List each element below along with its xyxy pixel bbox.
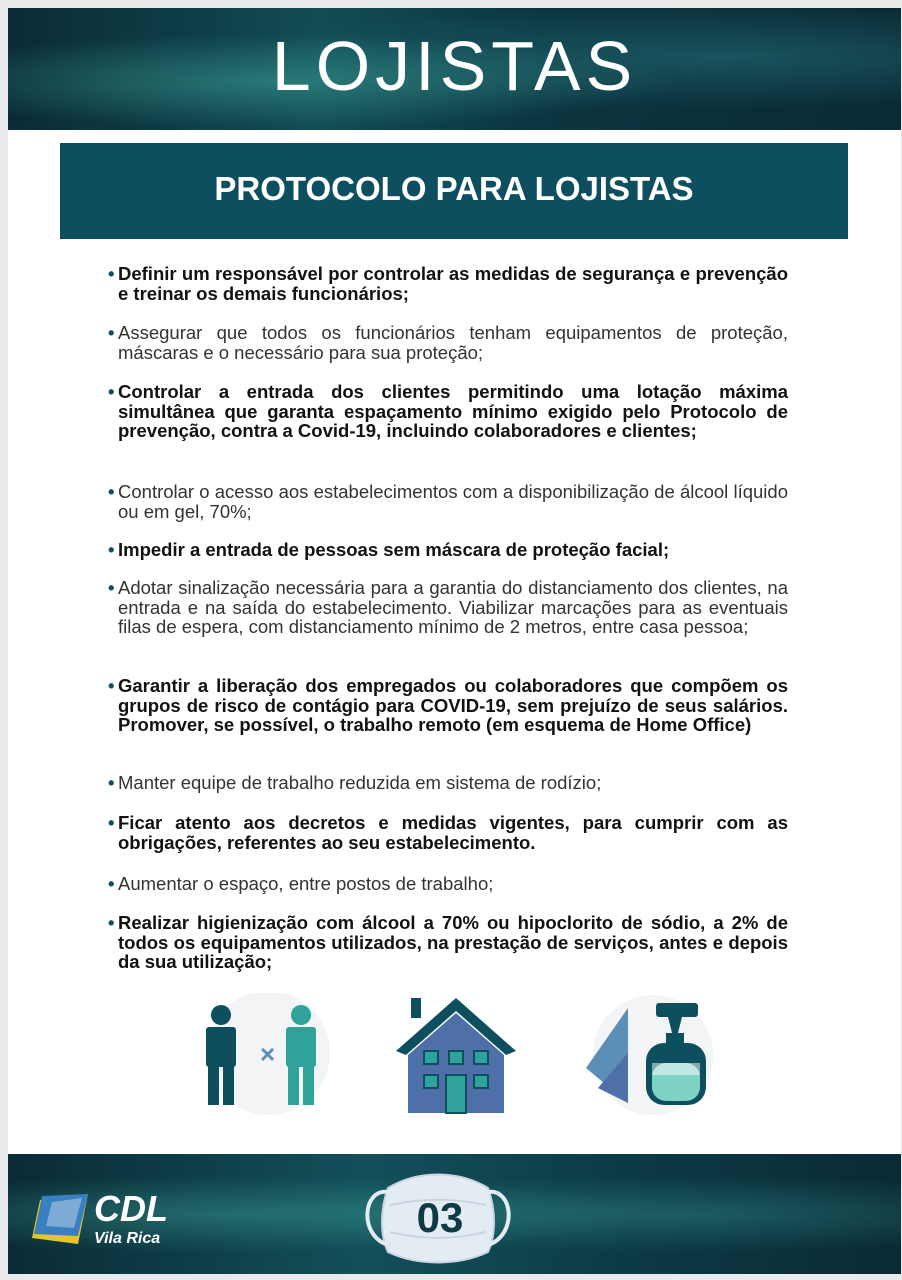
social-distance-icon bbox=[188, 993, 348, 1118]
bullet-icon: • bbox=[108, 772, 115, 793]
list-item-text: Impedir a entrada de pessoas sem máscara de proteção facial; bbox=[118, 539, 670, 560]
bullet-icon: • bbox=[108, 675, 115, 696]
bullet-icon: • bbox=[108, 577, 115, 598]
bullet-icon: • bbox=[108, 322, 115, 343]
list-item-text: Controlar a entrada dos clientes permitindo uma lotação máxima simultânea que garanta espaçamento mínimo exigido pelo Protocolo de prevenção, contra a Covid-19, incluindo colaboradores e clientes; bbox=[118, 381, 788, 441]
top-banner bbox=[8, 8, 901, 130]
page-title: LOJISTAS bbox=[271, 27, 638, 105]
page-number: 03 bbox=[416, 1194, 464, 1241]
svg-text:×: × bbox=[260, 1039, 276, 1069]
sanitizer-icon bbox=[568, 993, 728, 1118]
list-item bbox=[108, 675, 788, 735]
list-item-text: Aumentar o espaço, entre postos de trabalho; bbox=[118, 873, 494, 894]
list-item bbox=[108, 577, 788, 637]
list-item bbox=[108, 322, 788, 363]
list-item-text: Realizar higienização com álcool a 70% ou hipoclorito de sódio, a 2% de todos os equipamentos utilizados, na prestação de serviços, antes e depois da sua utilização; bbox=[118, 912, 788, 972]
house-icon bbox=[386, 993, 526, 1118]
footer-banner bbox=[8, 1154, 901, 1274]
poster-page bbox=[8, 8, 901, 1274]
list-item-text: Manter equipe de trabalho reduzida em sistema de rodízio; bbox=[118, 772, 602, 793]
list-item-text: Controlar o acesso aos estabelecimentos com a disponibilização de álcool líquido ou em gel, 70%; bbox=[118, 481, 788, 522]
bullet-icon: • bbox=[108, 381, 115, 402]
logo-city: Vila Rica bbox=[94, 1230, 161, 1247]
list-item bbox=[108, 912, 788, 972]
list-item bbox=[108, 481, 788, 522]
bullet-icon: • bbox=[108, 481, 115, 502]
icons-row bbox=[8, 993, 901, 1123]
bullet-icon: • bbox=[108, 873, 115, 894]
list-item-text: Garantir a liberação dos empregados ou colaboradores que compõem os grupos de risco de contágio para COVID-19, sem prejuízo de seus salários. Promover, se possível, o trabalho remoto (em esquema de Home Office) bbox=[118, 675, 788, 735]
bullet-icon: • bbox=[108, 812, 115, 833]
bullet-icon: • bbox=[108, 912, 115, 933]
list-item-text: Definir um responsável por controlar as medidas de segurança e prevenção e treinar os demais funcionários; bbox=[118, 263, 788, 304]
list-item bbox=[108, 812, 788, 853]
list-item bbox=[108, 772, 788, 793]
section-title: PROTOCOLO PARA LOJISTAS bbox=[214, 170, 694, 207]
section-header bbox=[60, 143, 848, 239]
list-item bbox=[108, 381, 788, 441]
bullet-icon: • bbox=[108, 539, 115, 560]
list-item-text: Assegurar que todos os funcionários tenham equipamentos de proteção, máscaras e o necessário para sua proteção; bbox=[118, 322, 788, 363]
list-item bbox=[108, 263, 788, 304]
bullet-icon: • bbox=[108, 263, 115, 284]
list-item bbox=[108, 873, 788, 894]
list-item bbox=[108, 539, 788, 560]
list-item-text: Adotar sinalização necessária para a garantia do distanciamento dos clientes, na entrada e na saída do estabelecimento. Viabilizar marcações para as eventuais filas de espera, com distanciamento mínimo de 2 metros, entre casa pessoa; bbox=[118, 577, 788, 637]
logo-name: CDL bbox=[94, 1188, 168, 1229]
list-item-text: Ficar atento aos decretos e medidas vigentes, para cumprir com as obrigações, referentes ao seu estabelecimento. bbox=[118, 812, 788, 853]
cdl-logo-icon bbox=[32, 1194, 92, 1244]
